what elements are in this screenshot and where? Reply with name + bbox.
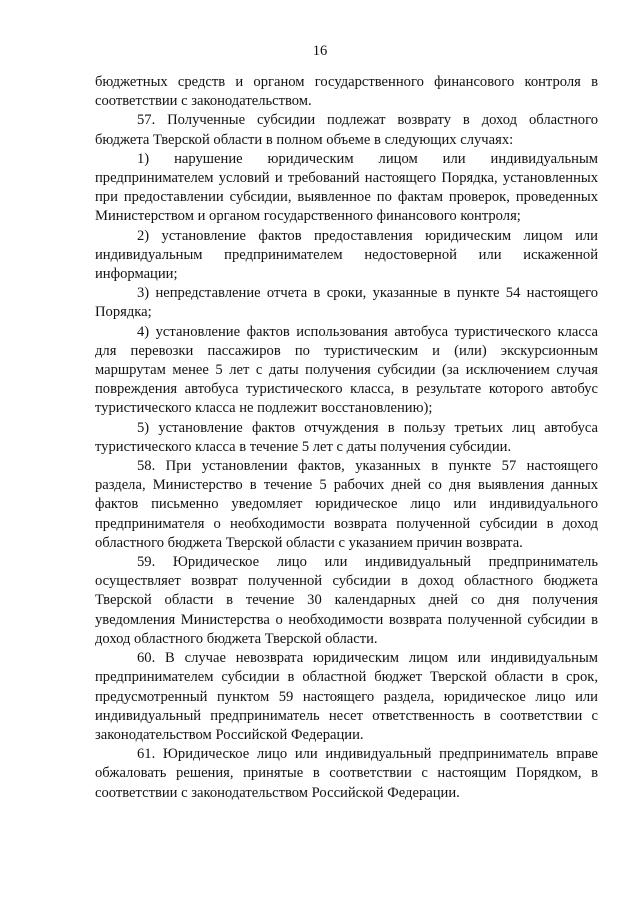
paragraph-57-item-4: 4) установление фактов использования автобуса туристического класса для перевозки пассажиров по туристическим и (или) экскурсионным маршрутам менее 5 лет с даты получения субсидии (за исключением случая повреждения автобуса туристического класса, в результате которого автобус туристического класса не подлежит восстановлению); bbox=[95, 323, 598, 417]
paragraph-61: 61. Юридическое лицо или индивидуальный предприниматель вправе обжаловать решения, принятые в соответствии с настоящим Порядком, в соответствии с законодательством Российской Федерации. bbox=[95, 746, 598, 801]
paragraph-58: 58. При установлении фактов, указанных в пункте 57 настоящего раздела, Министерство в течение 5 рабочих дней со дня выявления данных фактов письменно уведомляет юридическое лицо или индивидуального предпринимателя о необходимости возврата полученной субсидии в доход областного бюджета Тверской области с указанием причин возврата. bbox=[95, 458, 598, 551]
paragraph-60: 60. В случае невозврата юридическим лицом или индивидуальным предпринимателем субсидии в областной бюджет Тверской области в срок, предусмотренный пунктом 59 настоящего раздела, юридическое лицо или индивидуальный предприниматель несет ответственность в соответствии с законодательством Российской Федерации. bbox=[95, 650, 598, 743]
paragraph-57-item-1: 1) нарушение юридическим лицом или индивидуальным предпринимателем условий и требований настоящего Порядка, установленных при предоставлении субсидии, выявленное по фактам проверок, проведенных Министерством и органом государственного финансового контроля; bbox=[95, 150, 598, 225]
page-number: 16 bbox=[312, 43, 328, 59]
paragraph-continuation: бюджетных средств и органом государственного финансового контроля в соответствии с законодательством. bbox=[95, 74, 598, 110]
paragraph-57: 57. Полученные субсидии подлежат возврату в доход областного бюджета Тверской области в полном объеме в следующих случаях: bbox=[95, 112, 598, 148]
paragraph-59: 59. Юридическое лицо или индивидуальный предприниматель осуществляет возврат полученной субсидии в доход областного бюджета Тверской области в течение 30 календарных дней со дня получения уведомления Министерства о необходимости возврата полученной субсидии в доход областного бюджета Тверской области. bbox=[95, 554, 598, 647]
paragraph-57-item-5: 5) установление фактов отчуждения в пользу третьих лиц автобуса туристического класса в течение 5 лет с даты получения субсидии. bbox=[95, 419, 598, 455]
paragraph-57-item-2: 2) установление фактов предоставления юридическим лицом или индивидуальным предпринимателем недостоверной или искаженной информации; bbox=[95, 227, 598, 283]
paragraph-57-item-3: 3) непредставление отчета в сроки, указанные в пункте 54 настоящего Порядка; bbox=[95, 285, 598, 321]
document-body bbox=[95, 73, 598, 803]
